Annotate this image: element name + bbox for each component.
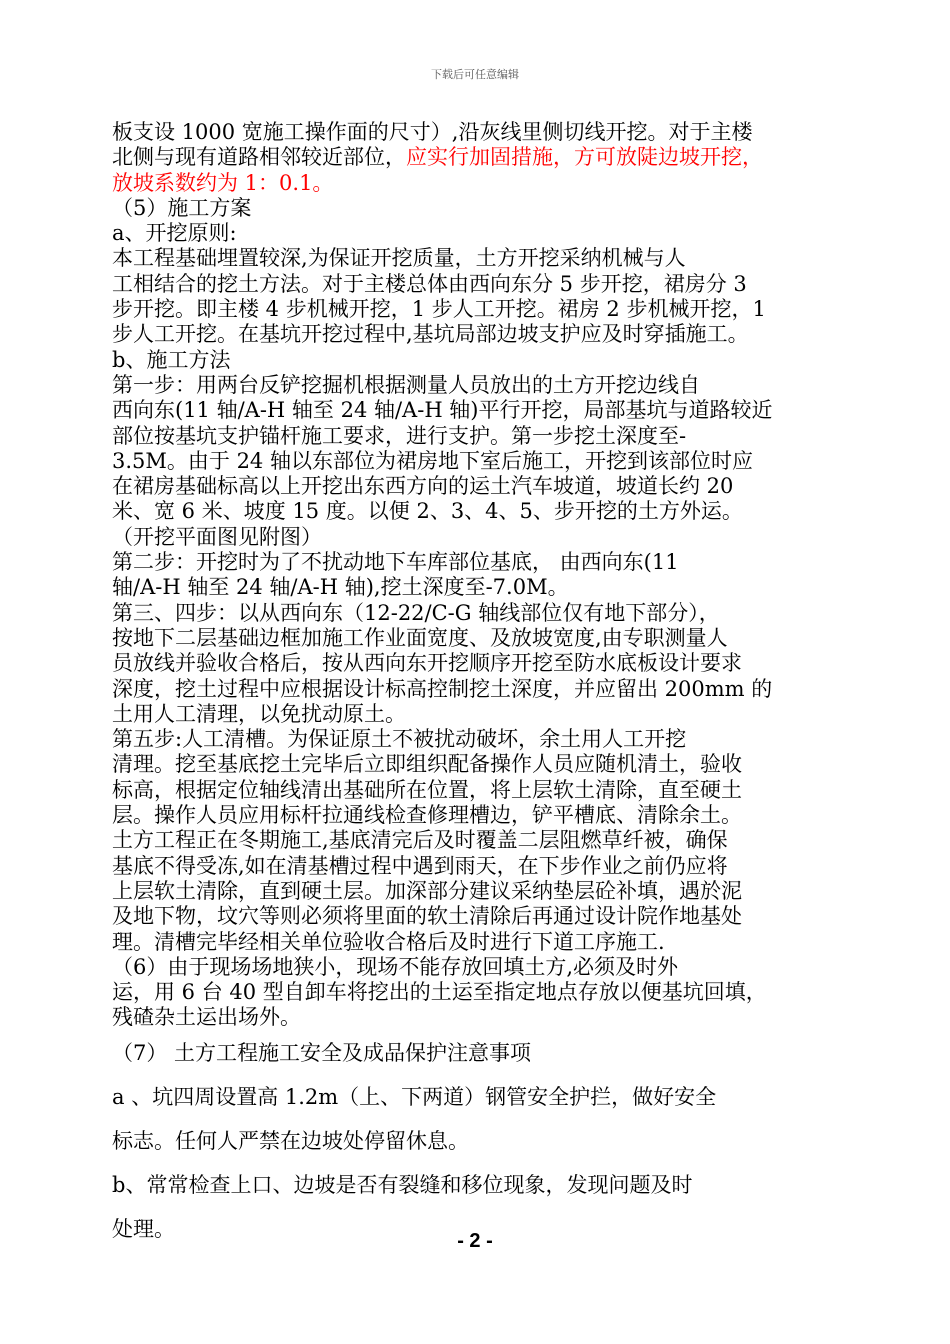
page-header: 下载后可任意编辑	[431, 68, 519, 81]
page-number: - 2 -	[457, 1230, 493, 1252]
text-line: 第一步：用两台反铲挖掘机根据测量人员放出的土方开挖边线自	[112, 372, 700, 397]
text-line: 按地下二层基础边框加施工作业面宽度、及放坡宽度,由专职测量人	[112, 625, 728, 650]
text-line: 本工程基础埋置较深,为保证开挖质量，土方开挖采纳机械与人	[112, 246, 686, 271]
text-line: 土用人工清理，以免扰动原土。	[112, 701, 406, 726]
text-segment: 北侧与现有道路相邻较近部位，	[112, 145, 406, 170]
section-heading: （5）施工方案	[112, 195, 252, 220]
text-line: 处理。	[112, 1216, 175, 1241]
text-line: 工相结合的挖土方法。对于主楼总体由西向东分 5 步开挖，裙房分 3	[112, 271, 747, 296]
text-line: 第三、四步：以从西向东（12-22/C-G 轴线部位仅有地下部分），	[112, 600, 720, 625]
text-line: 层。操作人员应用标杆拉通线检查修理槽边，铲平槽底、清除余土。	[112, 803, 742, 828]
text-line: 西向东(11 轴/A-H 轴至 24 轴/A-H 轴)平行开挖，局部基坑与道路较近	[112, 398, 773, 423]
text-line: 及地下物，坟穴等则必须将里面的软土清除后再通过设计院作地基处	[112, 904, 742, 929]
text-line: 上层软土清除，直到硬土层。加深部分建议采纳垫层砼补填，遇於泥	[112, 878, 742, 903]
text-line: 部位按基坑支护锚杆施工要求，进行支护。第一步挖土深度至-	[112, 423, 687, 448]
text-line: （开挖平面图见附图）	[112, 524, 322, 549]
text-line: 深度，挖土过程中应根据设计标高控制挖土深度，并应留出 200mm 的	[112, 676, 773, 701]
highlighted-line: 放坡系数约为 1：0.1。	[112, 170, 334, 195]
subsection-heading: a、开挖原则:	[112, 221, 237, 246]
text-line: 步开挖。即主楼 4 步机械开挖，1 步人工开挖。裙房 2 步机械开挖，1	[112, 297, 766, 322]
text-line: 轴/A-H 轴至 24 轴/A-H 轴),挖土深度至-7.0M。	[112, 575, 569, 600]
section-heading: （7） 土方工程施工安全及成品保护注意事项	[112, 1040, 532, 1065]
text-line: a 、坑四周设置高 1.2m（上、下两道）钢管安全护拦，做好安全	[112, 1084, 717, 1109]
text-line: 米、宽 6 米、坡度 15 度。以便 2、3、4、5、步开挖的土方外运。	[112, 499, 743, 524]
text-line: （6）由于现场场地狭小，现场不能存放回填土方,必须及时外	[112, 954, 679, 979]
text-line: 基底不得受冻,如在清基槽过程中遇到雨天，在下步作业之前仍应将	[112, 853, 728, 878]
text-line: 清理。挖至基底挖土完毕后立即组织配备操作人员应随机清土，验收	[112, 752, 742, 777]
text-line: 土方工程正在冬期施工,基底清完后及时覆盖二层阻燃草纤被，确保	[112, 828, 728, 853]
text-line: 理。清槽完毕经相关单位验收合格后及时进行下道工序施工.	[112, 929, 665, 954]
text-line: b、常常检查上口、边坡是否有裂缝和移位现象，发现问题及时	[112, 1172, 693, 1197]
text-line: 板支设 1000 宽施工操作面的尺寸）,沿灰线里侧切线开挖。对于主楼	[112, 120, 753, 144]
document-body	[112, 120, 842, 1251]
text-line: 第二步：开挖时为了不扰动地下车库部位基底， 由西向东(11	[112, 550, 679, 575]
text-line: 残碴杂土运出场外。	[112, 1005, 301, 1030]
text-line: 第五步:人工清槽。为保证原土不被扰动破坏，余土用人工开挖	[112, 727, 687, 752]
text-line: 步人工开挖。在基坑开挖过程中,基坑局部边坡支护应及时穿插施工。	[112, 322, 749, 347]
highlighted-text: 应实行加固措施，方可放陡边坡开挖，	[406, 145, 763, 170]
subsection-heading: b、施工方法	[112, 347, 231, 372]
text-line: 员放线并验收合格后，按从西向东开挖顺序开挖至防水底板设计要求	[112, 651, 742, 676]
text-line: 3.5M。由于 24 轴以东部位为裙房地下室后施工，开挖到该部位时应	[112, 448, 753, 473]
text-line: 运，用 6 台 40 型自卸车将挖出的土运至指定地点存放以便基坑回填，	[112, 980, 767, 1005]
text-line: 标高，根据定位轴线清出基础所在位置，将上层软土清除，直至硬土	[112, 777, 742, 802]
text-line	[112, 145, 842, 170]
text-line: 标志。任何人严禁在边坡处停留休息。	[112, 1128, 469, 1153]
text-line: 在裙房基础标高以上开挖出东西方向的运土汽车坡道，坡道长约 20	[112, 474, 734, 499]
